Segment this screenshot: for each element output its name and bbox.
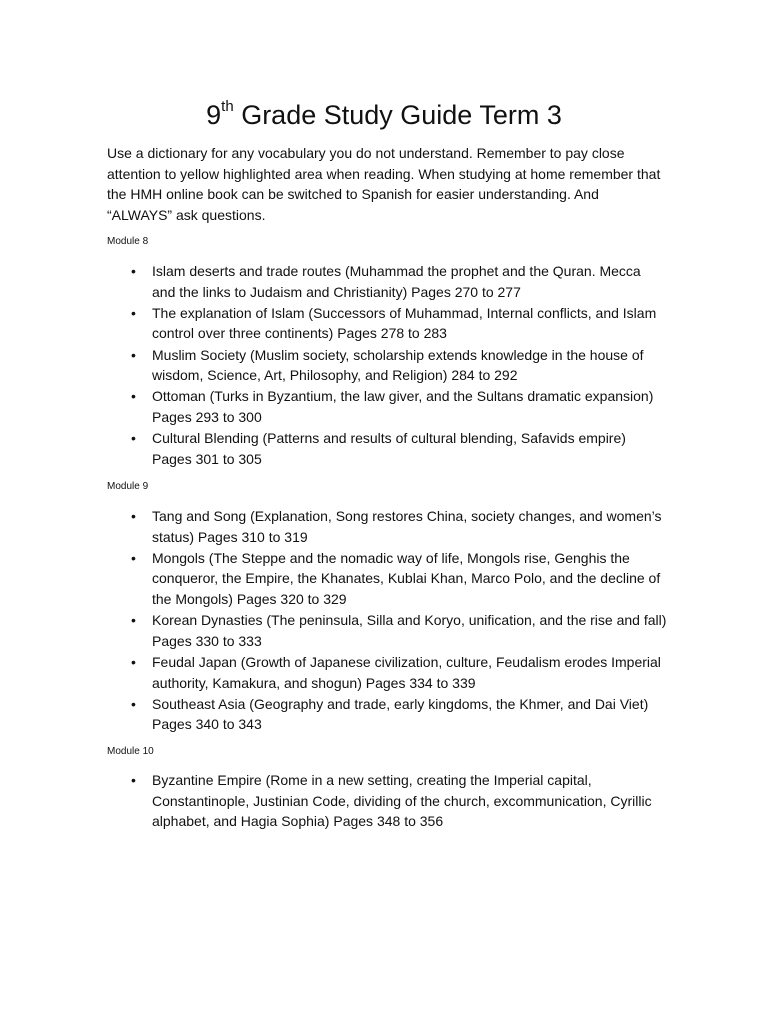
bullet-icon: • xyxy=(131,430,136,447)
bullet-icon: • xyxy=(131,388,136,405)
list-item xyxy=(107,506,667,547)
list-item xyxy=(107,548,667,610)
bullet-icon: • xyxy=(131,695,136,712)
list-item-text: Ottoman (Turks in Byzantium, the law giver, and the Sultans dramatic expansion) Pages 293 to 300 xyxy=(152,388,654,425)
page-title xyxy=(0,90,768,135)
bullet-icon: • xyxy=(131,304,136,321)
title-superscript: th xyxy=(221,98,234,115)
list-item-text: Muslim Society (Muslim society, scholarship extends knowledge in the house of wisdom, Science, Art, Philosophy, and Religion) 284 to 292 xyxy=(152,346,644,384)
module-label-8: Module 8 xyxy=(107,236,149,247)
list-item xyxy=(107,386,667,427)
list-item-text: Mongols (The Steppe and the nomadic way of life, Mongols rise, Genghis the conqueror, the Empire, the Khanates, Kublai Khan, Marco Polo, and the decline of the Mongols) Pages 320 to 329 xyxy=(152,549,661,607)
module-label-10: Module 10 xyxy=(107,746,154,757)
list-item xyxy=(107,303,667,344)
module-10-list xyxy=(107,770,667,832)
bullet-icon: • xyxy=(131,653,136,670)
bullet-icon: • xyxy=(131,508,136,524)
bullet-icon: • xyxy=(131,772,136,788)
title-rest: Grade Study Guide Term 3 xyxy=(233,100,562,130)
list-item xyxy=(107,652,667,693)
title-prefix: 9 xyxy=(206,100,222,130)
bullet-icon: • xyxy=(131,346,136,363)
intro-paragraph: Use a dictionary for any vocabulary you do not understand. Remember to pay close attention to yellow highlighted area when reading. When studying at home remember that the HMH online book can be switched to Spanish for easier understanding. And “ALWAYS” ask questions. xyxy=(107,145,661,223)
bullet-icon: • xyxy=(131,263,136,279)
list-item-text: Byzantine Empire (Rome in a new setting, creating the Imperial capital, Constantinople, Justinian Code, dividing of the church, excommunication, Cyrillic alphabet, and Hagia Sophia) Pages 348 to 356 xyxy=(152,772,652,830)
list-item-text: Islam deserts and trade routes (Muhammad the prophet and the Quran. Mecca and the links to Judaism and Christianity) Pages 270 to 277 xyxy=(152,263,641,300)
list-item xyxy=(107,694,667,735)
bullet-icon: • xyxy=(131,549,136,566)
list-item-text: Tang and Song (Explanation, Song restores China, society changes, and women’s status) Pages 310 to 319 xyxy=(152,508,662,545)
list-item xyxy=(107,261,667,302)
list-item xyxy=(107,770,667,832)
module-8-list xyxy=(107,261,667,470)
list-item-text: Cultural Blending (Patterns and results of cultural blending, Safavids empire) Pages 301 to 305 xyxy=(152,430,626,467)
list-item xyxy=(107,345,667,386)
module-label-9: Module 9 xyxy=(107,481,149,492)
bullet-icon: • xyxy=(131,612,136,629)
list-item xyxy=(107,610,667,651)
module-9-list xyxy=(107,506,667,736)
list-item xyxy=(107,428,667,469)
list-item-text: Southeast Asia (Geography and trade, early kingdoms, the Khmer, and Dai Viet) Pages 340 to 343 xyxy=(152,695,649,733)
list-item-text: The explanation of Islam (Successors of Muhammad, Internal conflicts, and Islam control over three continents) Pages 278 to 283 xyxy=(152,304,657,342)
list-item-text: Feudal Japan (Growth of Japanese civilization, culture, Feudalism erodes Imperial authority, Kamakura, and shogun) Pages 334 to 339 xyxy=(152,653,661,691)
list-item-text: Korean Dynasties (The peninsula, Silla and Koryo, unification, and the rise and fall) Pages 330 to 333 xyxy=(152,612,667,649)
